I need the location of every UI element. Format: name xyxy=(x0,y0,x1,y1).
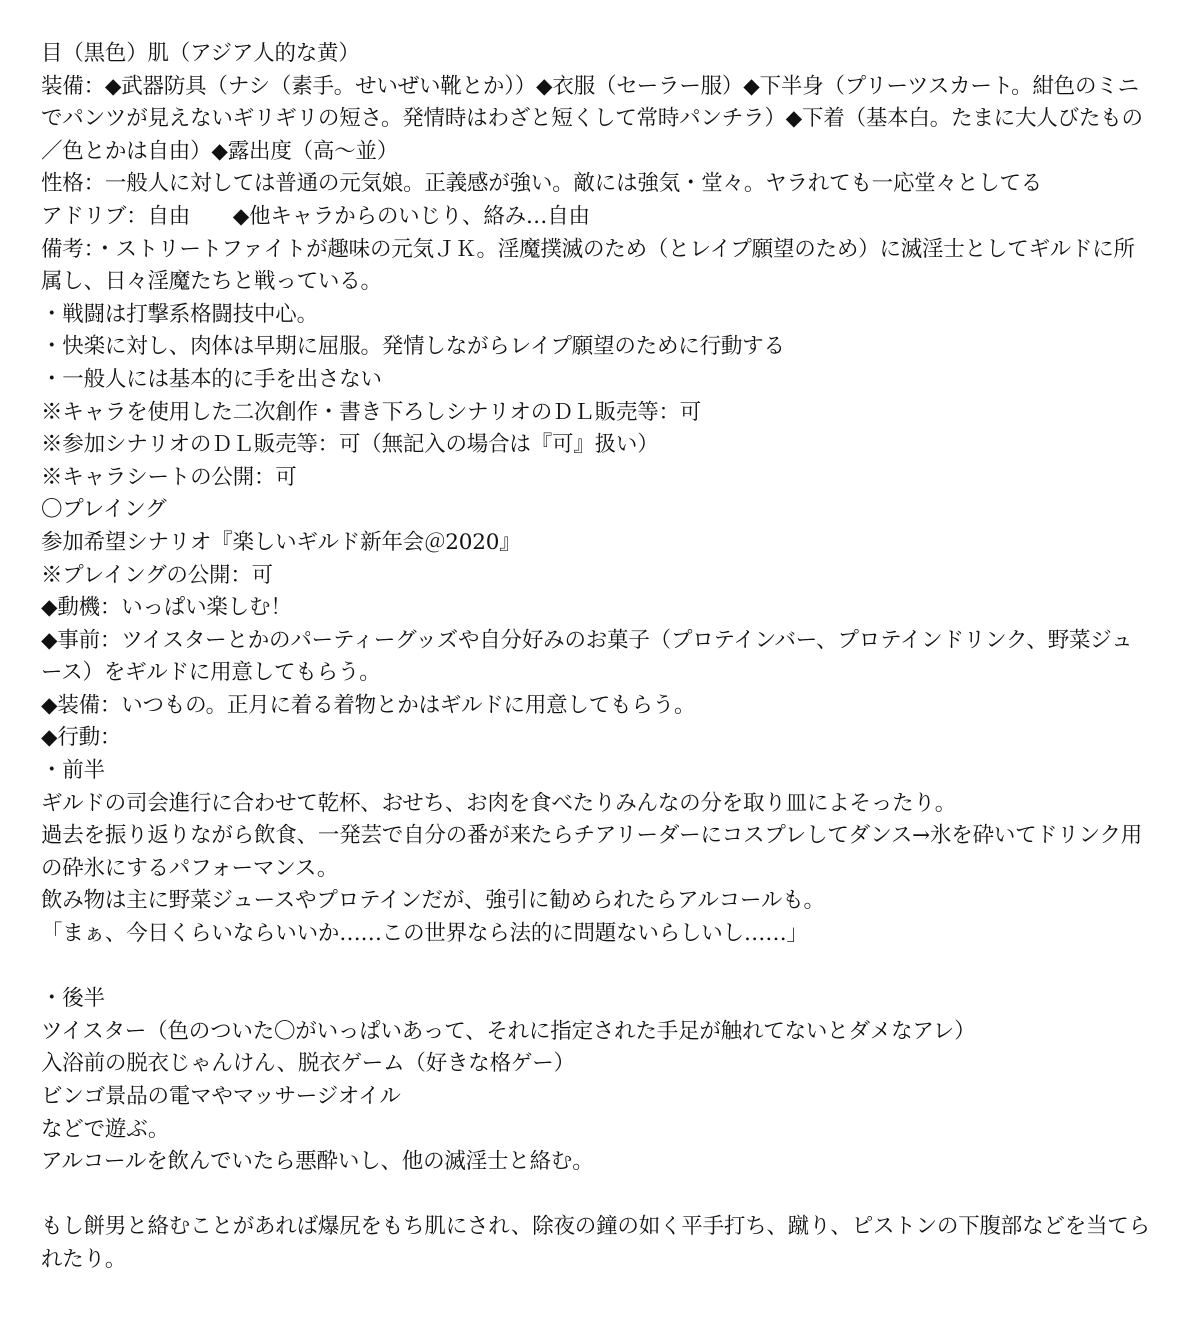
action-heading: ◆行動： xyxy=(41,725,122,751)
first-half-quote: 「まぁ、今日くらいならいいか……この世界なら法的に問題ないらしいし……」 xyxy=(41,921,808,947)
scenario-line: 参加希望シナリオ『楽しいギルド新年会＠2020』 xyxy=(41,529,521,555)
second-half-line-5: アルコールを飲んでいたら悪酔いし、他の滅淫士と絡む。 xyxy=(41,1149,594,1175)
charsheet-permission: ※キャラシートの公開：可 xyxy=(41,464,297,490)
second-half-line-1: ツイスター（色のついた〇がいっぱいあって、それに指定された手足が触れてないとダメなアレ） xyxy=(41,1018,976,1044)
second-half-line-2: 入浴前の脱衣じゃんけん、脱衣ゲーム（好きな格ゲー） xyxy=(41,1051,575,1077)
playing-permission: ※プレイングの公開：可 xyxy=(41,562,273,588)
derivative-permission: ※キャラを使用した二次創作・書き下ろしシナリオのＤＬ販売等：可 xyxy=(41,399,702,425)
equipment-line: 装備：◆武器防具（ナシ（素手。せいぜい靴とか））◆衣服（セーラー服）◆下半身（プリーツスカート。紺色のミニでパンツが見えないギリギリの短さ。発情時はわざと短くして常時パンチラ）◆下着（基本白。たまに大人びたもの／色とかは自由）◆露出度（高〜並） xyxy=(41,73,1143,164)
pleasure-note: ・快楽に対し、肉体は早期に屈服。発情しながらレイプ願望のために行動する xyxy=(41,334,785,360)
preparation-line: ◆事前：ツイスターとかのパーティーグッズや自分好みのお菓子（プロテインバー、プロテインドリンク、野菜ジュース）をギルドに用意してもらう。 xyxy=(41,627,1133,686)
playing-heading: 〇プレイング xyxy=(41,497,167,523)
blank-line xyxy=(41,951,1151,984)
document-body xyxy=(41,38,1151,1277)
notes-line: 備考：・ストリートファイトが趣味の元気ＪＫ。淫魔撲滅のため（とレイプ願望のため）に滅淫士としてギルドに所属し、日々淫魔たちと戦っている。 xyxy=(41,236,1135,295)
civilian-note: ・一般人には基本的に手を出さない xyxy=(41,366,382,392)
first-half-line-2: 過去を振り返りながら飲食、一発芸で自分の番が来たらチアリーダーにコスプレしてダンス→氷を砕いてドリンク用の砕氷にするパフォーマンス。 xyxy=(41,823,1143,881)
equipment-playing-line: ◆装備：いつもの。正月に着る着物とかはギルドに用意してもらう。 xyxy=(41,692,696,718)
personality-line: 性格：一般人に対しては普通の元気娘。正義感が強い。敵には強気・堂々。ヤラれても一応堂々としてる xyxy=(41,171,1043,197)
combat-note: ・戦闘は打撃系格闘技中心。 xyxy=(41,301,318,327)
first-half-line-3: 飲み物は主に野菜ジュースやプロテインだが、強引に勧められたらアルコールも。 xyxy=(41,888,825,914)
dl-sales-permission: ※参加シナリオのＤＬ販売等：可（無記入の場合は『可』扱い） xyxy=(41,432,659,458)
first-half-line-1: ギルドの司会進行に合わせて乾杯、おせち、お肉を食べたりみんなの分を取り皿によそったり。 xyxy=(41,790,957,816)
second-half-line-4: などで遊ぶ。 xyxy=(41,1116,170,1142)
final-line: もし餅男と絡むことがあれば爆尻をもち肌にされ、除夜の鐘の如く平手打ち、蹴り、ピストンの下腹部などを当てられたり。 xyxy=(41,1214,1150,1272)
blank-line xyxy=(41,1179,1151,1212)
motive-line: ◆動機：いっぱい楽しむ！ xyxy=(41,595,292,621)
second-half-heading: ・後半 xyxy=(41,986,105,1012)
first-half-heading: ・前半 xyxy=(41,758,105,784)
second-half-line-3: ビンゴ景品の電マやマッサージオイル xyxy=(41,1084,401,1109)
eyes-skin-line: 目（黒色）肌（アジア人的な黄） xyxy=(41,41,360,66)
adlib-line: アドリブ：自由 ◆他キャラからのいじり、絡み…自由 xyxy=(41,203,590,229)
